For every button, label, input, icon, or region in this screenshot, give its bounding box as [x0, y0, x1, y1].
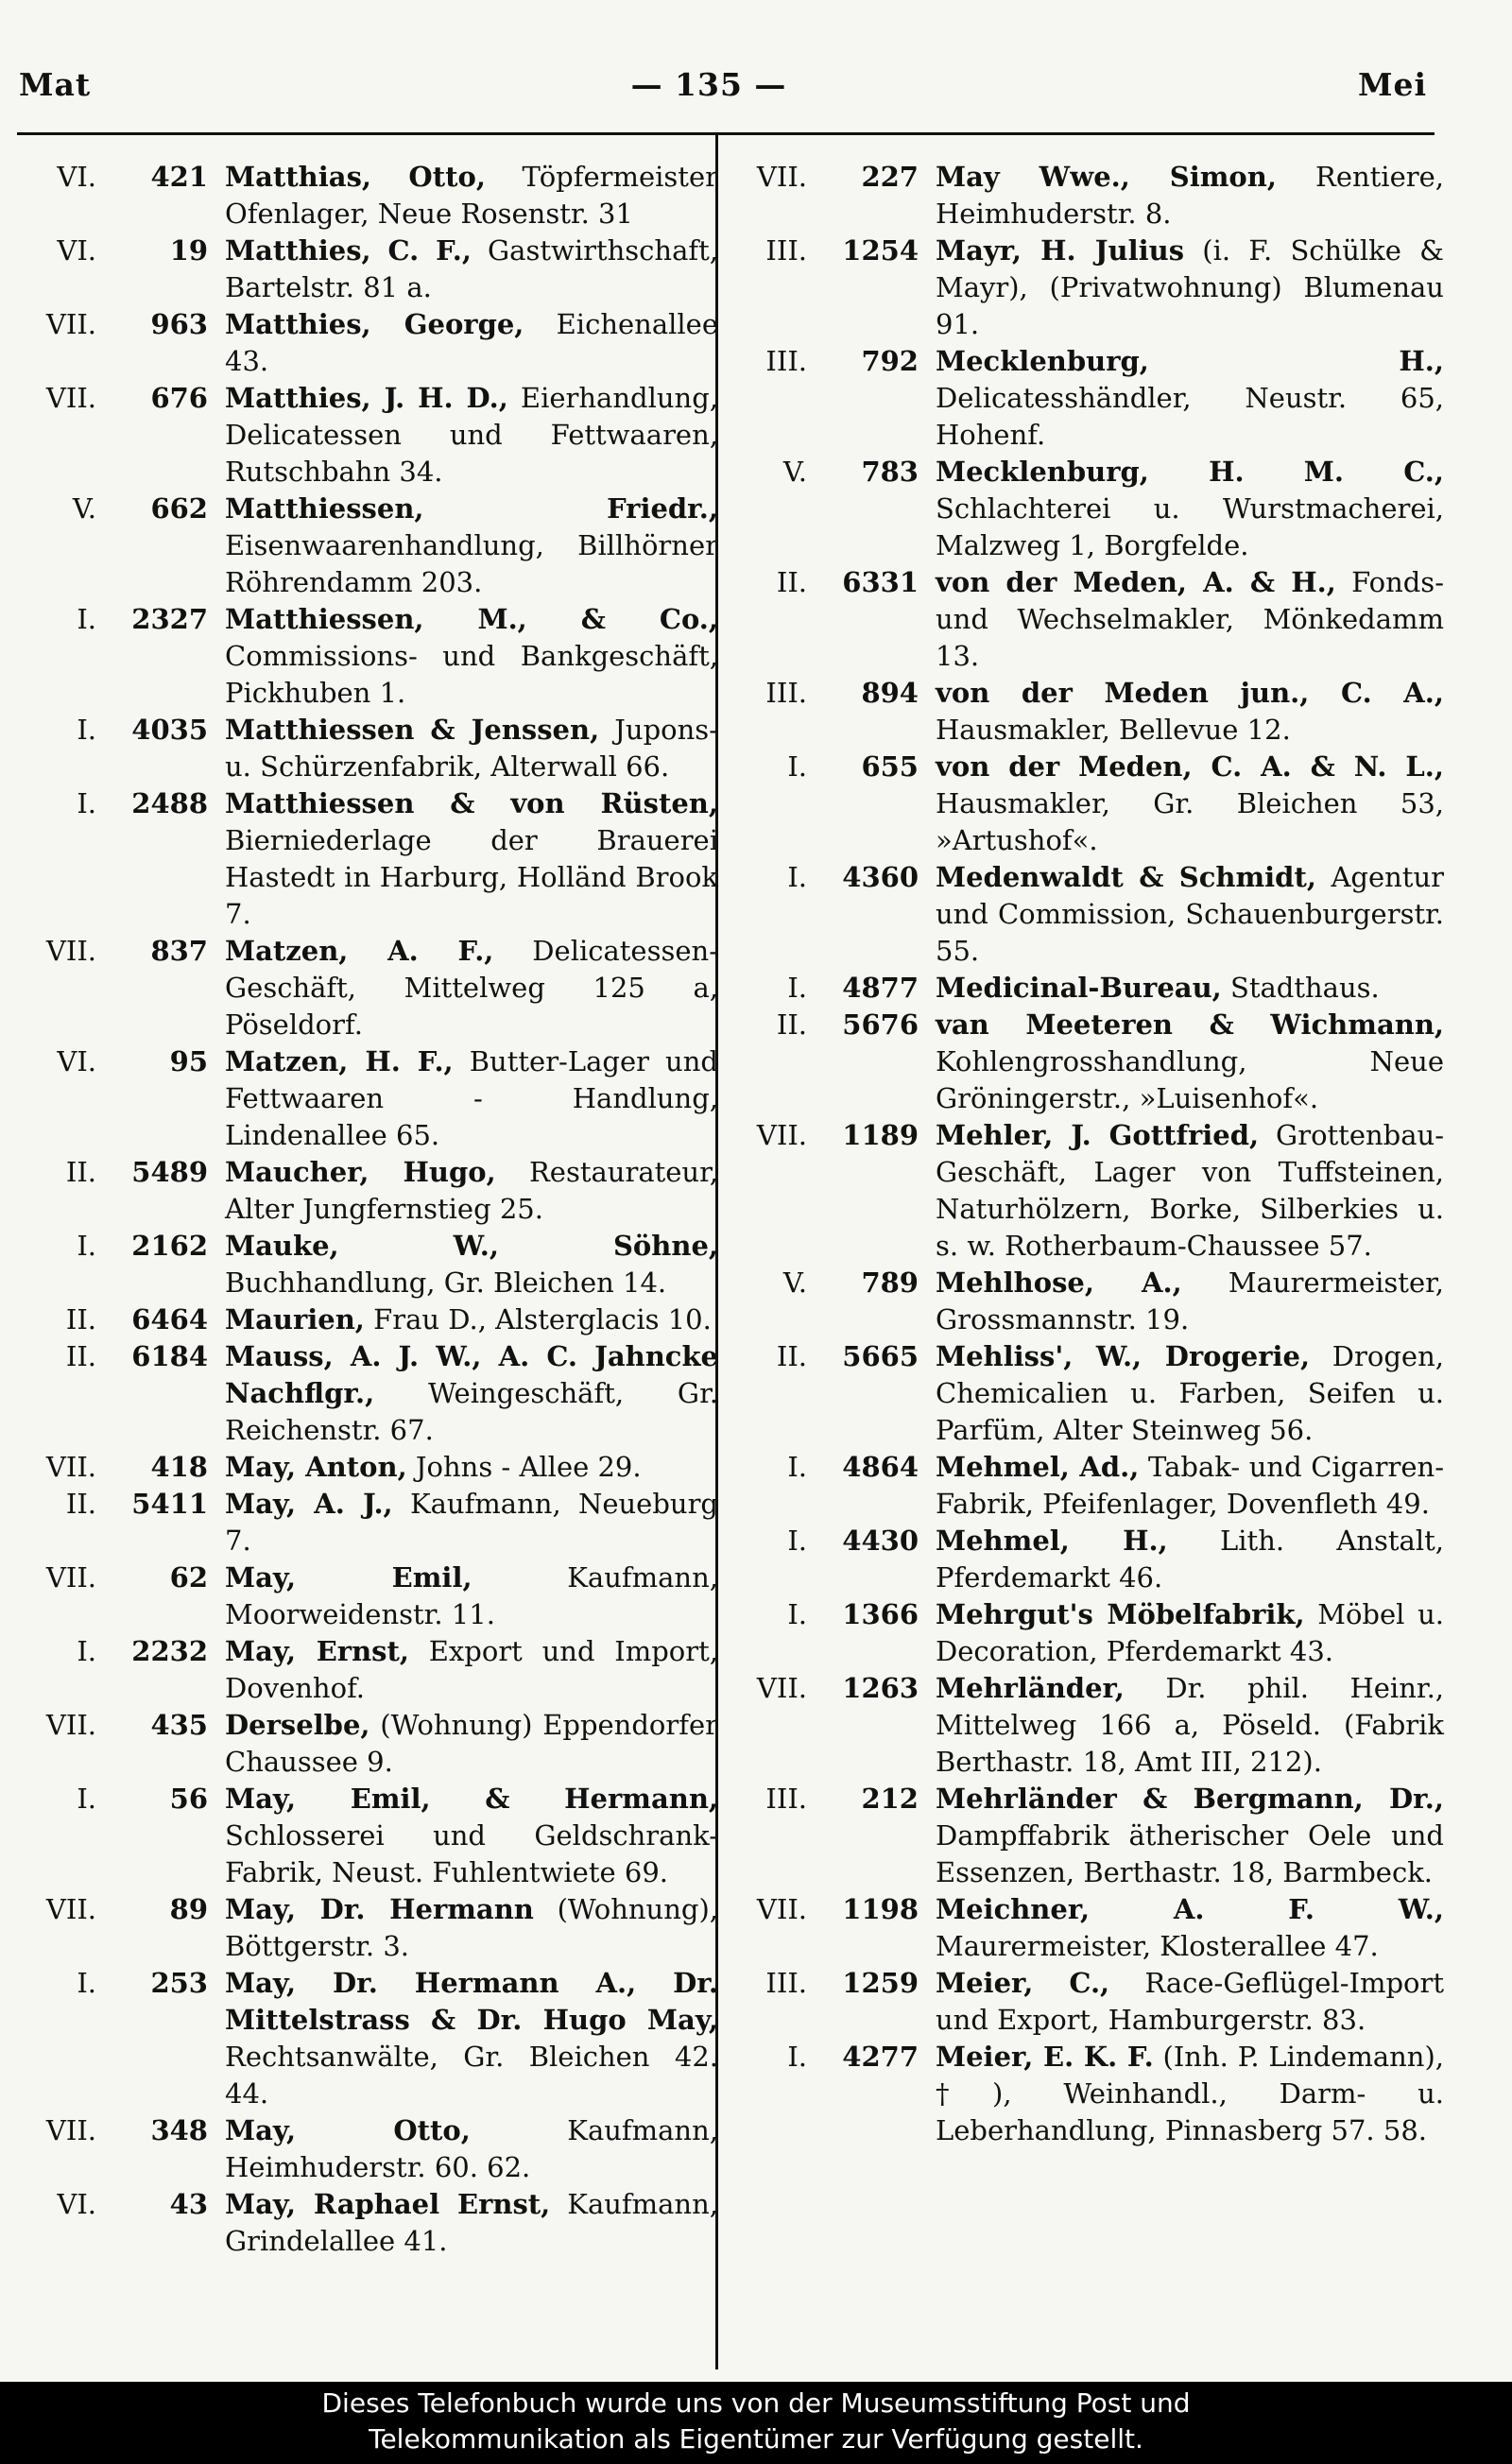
directory-entry [19, 1891, 718, 1965]
entry-phone-number: 4035 [131, 714, 208, 746]
directory-entry [730, 1449, 1444, 1523]
entry-district: VII. [756, 161, 807, 193]
entry-name: May, Emil, [225, 1561, 472, 1594]
entry-phone-number: 789 [861, 1266, 919, 1299]
entry-district: I. [77, 603, 96, 635]
directory-entry [730, 343, 1444, 454]
entry-name: May, A. J., [225, 1488, 393, 1520]
directory-entry [730, 859, 1444, 970]
entry-district: VII. [756, 1672, 807, 1704]
entry-district: VII. [45, 935, 96, 967]
entry-details: Restaurateur, Alter Jungfernstieg 25. [225, 1156, 718, 1225]
entry-text [919, 1596, 1444, 1670]
entry-text [919, 1523, 1444, 1596]
entry-details: Eichenallee 43. [225, 308, 718, 377]
entry-details: Butter-Lager und Fettwaaren - Handlung, Lindenallee 65. [225, 1045, 718, 1151]
entry-details: Kohlengrosshandlung, Neue Gröningerstr., »Luisenhof«. [936, 1045, 1444, 1114]
entry-phone-number: 783 [861, 456, 919, 488]
entry-text [208, 1965, 718, 2112]
entry-phone-number: 662 [150, 492, 208, 525]
directory-entry [730, 1965, 1444, 2039]
entry-details: Fonds- und Wechselmakler, Mönkedamm 13. [936, 566, 1444, 672]
entry-district: VII. [45, 1451, 96, 1483]
entry-details: Drogen, Chemicalien u. Farben, Seifen u. Parfüm, Alter Steinweg 56. [936, 1340, 1444, 1446]
entry-text [919, 749, 1444, 859]
entry-name: May, Dr. Hermann [225, 1893, 534, 1925]
entry-text [208, 2186, 718, 2260]
right-column [730, 159, 1444, 2149]
directory-entry [19, 2112, 718, 2186]
entry-district: I. [77, 1635, 96, 1667]
entry-text [208, 1891, 718, 1965]
left-column [19, 159, 718, 2260]
entry-name: Matthies, George, [225, 308, 524, 340]
entry-district: III. [765, 345, 807, 377]
directory-entry [730, 1117, 1444, 1265]
entry-name: von der Meden, A. & H., [936, 566, 1336, 598]
entry-district: VII. [45, 2114, 96, 2146]
entry-phone-number: 792 [861, 345, 919, 377]
entry-district: VI. [57, 1045, 96, 1077]
entry-details: Töpfermeister Ofenlager, Neue Rosenstr. 31 [225, 161, 718, 230]
entry-name: Mayr, H. Julius [936, 234, 1185, 267]
entry-district: V. [782, 1266, 807, 1299]
directory-entry [730, 675, 1444, 749]
entry-name: May, Emil, & Hermann, [225, 1783, 718, 1815]
entry-details: Stadthaus. [1221, 972, 1380, 1004]
entry-district: II. [65, 1488, 96, 1520]
entry-details: Kaufmann, Neueburg 7. [225, 1488, 718, 1557]
entry-phone-number: 2488 [131, 787, 208, 819]
entry-phone-number: 655 [861, 750, 919, 783]
entry-details: Agentur und Commission, Schauenburgerstr. 55. [936, 861, 1444, 967]
entry-text [208, 491, 718, 601]
entry-phone-number: 5489 [131, 1156, 208, 1188]
directory-entry [730, 1338, 1444, 1449]
entry-text [919, 1965, 1444, 2039]
entry-district: I. [787, 1598, 807, 1630]
directory-entry [730, 159, 1444, 233]
entry-text [208, 233, 718, 306]
directory-entry [19, 233, 718, 306]
entry-name: Matthiessen, M., & Co., [225, 603, 718, 635]
directory-entry [19, 1781, 718, 1891]
entry-text [208, 1301, 718, 1338]
entry-text [208, 380, 718, 491]
directory-entry [19, 2186, 718, 2260]
entry-name: Mauss, A. J. W., A. C. Jahncke Nachflgr., [225, 1340, 718, 1409]
entry-district: II. [65, 1340, 96, 1372]
entry-district: I. [787, 750, 807, 783]
entry-name: Matthiessen & Jenssen, [225, 714, 600, 746]
directory-entry [19, 159, 718, 233]
directory-entry [19, 1338, 718, 1449]
entry-details: Weingeschäft, Gr. Reichenstr. 67. [225, 1377, 718, 1446]
entry-details: Export und Import, Dovenhof. [225, 1635, 718, 1704]
entry-name: Matthiessen & von Rüsten, [225, 787, 718, 819]
entry-name: Matzen, A. F., [225, 935, 494, 967]
entry-phone-number: 6184 [131, 1340, 208, 1372]
entry-district: I. [787, 861, 807, 893]
entry-phone-number: 2232 [131, 1635, 208, 1667]
entry-text [919, 1007, 1444, 1117]
entry-name: Mehlhose, A., [936, 1266, 1182, 1299]
entry-district: I. [77, 714, 96, 746]
entry-text [919, 159, 1444, 233]
entry-phone-number: 43 [169, 2188, 208, 2220]
entry-details: (Wohnung), Böttgerstr. 3. [225, 1893, 719, 1962]
entry-text [208, 1449, 718, 1486]
entry-district: V. [782, 456, 807, 488]
entry-name: Mecklenburg, H., [936, 345, 1444, 377]
entry-phone-number: 4277 [842, 2041, 919, 2073]
entry-name: Meier, E. K. F. [936, 2041, 1154, 2073]
entry-text [919, 2039, 1444, 2149]
directory-entry [730, 1523, 1444, 1596]
directory-entry [730, 1891, 1444, 1965]
entry-district: VII. [45, 1561, 96, 1594]
entry-details: Tabak- und Cigarren-Fabrik, Pfeifenlager, Dovenfleth 49. [936, 1451, 1444, 1520]
entry-details: (Wohnung) Eppendorfer Chaussee 9. [225, 1709, 718, 1778]
entry-details: Maurermeister, Grossmannstr. 19. [936, 1266, 1445, 1335]
entry-text [208, 159, 718, 233]
entry-name: Matthies, C. F., [225, 234, 472, 267]
directory-entry [730, 1670, 1444, 1781]
entry-name: Mauke, W., Söhne, [225, 1230, 718, 1262]
entry-phone-number: 676 [150, 382, 208, 414]
directory-entry [730, 1596, 1444, 1670]
directory-entry [19, 1486, 718, 1559]
entry-text [208, 712, 718, 785]
directory-entry [19, 1043, 718, 1154]
entry-name: May, Raphael Ernst, [225, 2188, 551, 2220]
entry-phone-number: 1259 [842, 1967, 919, 1999]
entry-phone-number: 1189 [842, 1119, 919, 1151]
entry-district: III. [765, 677, 807, 709]
entry-name: Derselbe, [225, 1709, 370, 1741]
entry-text [919, 233, 1444, 343]
directory-entry [730, 2039, 1444, 2149]
entry-phone-number: 894 [861, 677, 919, 709]
directory-entry [19, 1559, 718, 1633]
entry-name: Meier, C., [936, 1967, 1110, 1999]
entry-details: Johns - Allee 29. [406, 1451, 642, 1483]
entry-phone-number: 89 [169, 1893, 208, 1925]
entry-text [919, 454, 1444, 564]
entry-district: II. [65, 1156, 96, 1188]
entry-details: Kaufmann, Grindelallee 41. [225, 2188, 719, 2257]
entry-name: May, Anton, [225, 1451, 407, 1483]
entry-district: VII. [45, 382, 96, 414]
entry-phone-number: 1198 [842, 1893, 919, 1925]
entry-phone-number: 5411 [131, 1488, 208, 1520]
entry-name: Mehmel, H., [936, 1525, 1168, 1557]
entry-text [208, 1707, 718, 1781]
footer-line-2: Telekommunikation als Eigentümer zur Verfügung gestellt. [369, 2423, 1143, 2455]
entry-phone-number: 837 [150, 935, 208, 967]
entry-text [208, 1633, 718, 1707]
entry-name: Maurien, [225, 1303, 365, 1335]
entry-text [919, 1265, 1444, 1338]
entry-text [208, 1043, 718, 1154]
entry-phone-number: 56 [169, 1783, 208, 1815]
entry-name: Matthies, J. H. D., [225, 382, 508, 414]
entry-phone-number: 435 [150, 1709, 208, 1741]
entry-district: III. [765, 1967, 807, 1999]
entry-details: Buchhandlung, Gr. Bleichen 14. [225, 1266, 667, 1299]
footer-notice [0, 2382, 1512, 2464]
entry-text [919, 1670, 1444, 1781]
entry-phone-number: 348 [150, 2114, 208, 2146]
directory-entry [19, 1449, 718, 1486]
entry-name: Mehrgut's Möbelfabrik, [936, 1598, 1305, 1630]
entry-details: Eisenwaarenhandlung, Billhörner Röhrendamm 203. [225, 529, 718, 598]
entry-details: Lith. Anstalt, Pferdemarkt 46. [936, 1525, 1444, 1594]
entry-phone-number: 212 [861, 1783, 919, 1815]
entry-details: Gastwirthschaft, Bartelstr. 81 a. [225, 234, 718, 303]
directory-entry [19, 933, 718, 1043]
directory-entry [19, 601, 718, 712]
entry-phone-number: 5665 [842, 1340, 919, 1372]
entry-text [919, 970, 1444, 1007]
entry-phone-number: 1263 [842, 1672, 919, 1704]
entry-details: Dr. phil. Heinr., Mittelweg 166 a, Pöseld. (Fabrik Berthastr. 18, Amt III, 212). [936, 1672, 1444, 1778]
entry-district: I. [787, 2041, 807, 2073]
entry-details: Rentiere, Heimhuderstr. 8. [936, 161, 1444, 230]
entry-details: Maurermeister, Klosterallee 47. [936, 1930, 1379, 1962]
entry-details: Hausmakler, Bellevue 12. [936, 714, 1291, 746]
entry-details: Kaufmann, Moorweidenstr. 11. [225, 1561, 718, 1630]
entry-text [208, 1486, 718, 1559]
entry-phone-number: 6464 [131, 1303, 208, 1335]
entry-phone-number: 5676 [842, 1008, 919, 1041]
entry-district: I. [77, 1783, 96, 1815]
directory-entry [19, 491, 718, 601]
entry-name: Medenwaldt & Schmidt, [936, 861, 1316, 893]
entry-district: III. [765, 234, 807, 267]
entry-district: I. [787, 1525, 807, 1557]
entry-phone-number: 418 [150, 1451, 208, 1483]
entry-phone-number: 1254 [842, 234, 919, 267]
entry-district: II. [776, 1008, 807, 1041]
entry-text [208, 1781, 718, 1891]
entry-details: Eierhandlung, Delicatessen und Fettwaaren, Rutschbahn 34. [225, 382, 718, 488]
entry-text [919, 564, 1444, 675]
entry-text [919, 1891, 1444, 1965]
entry-details: Grottenbau-Geschäft, Lager von Tuffsteinen, Naturhölzern, Borke, Silberkies u. s. w. Rotherbaum-Chaussee 57. [936, 1119, 1445, 1262]
directory-entry [19, 1965, 718, 2112]
entry-details: Hausmakler, Gr. Bleichen 53, »Artushof«. [936, 787, 1444, 856]
entry-district: VI. [57, 2188, 96, 2220]
entry-district: VII. [45, 1893, 96, 1925]
entry-district: V. [72, 492, 96, 525]
directory-entry [19, 785, 718, 933]
entry-district: I. [787, 972, 807, 1004]
entry-name: von der Meden, C. A. & N. L., [936, 750, 1444, 783]
entry-name: May Wwe., Simon, [936, 161, 1277, 193]
directory-entry [19, 1301, 718, 1338]
entry-name: May, Ernst, [225, 1635, 409, 1667]
entry-phone-number: 6331 [842, 566, 919, 598]
entry-district: VII. [756, 1119, 807, 1151]
entry-phone-number: 19 [169, 234, 208, 267]
entry-phone-number: 2327 [131, 603, 208, 635]
entry-name: Maucher, Hugo, [225, 1156, 496, 1188]
entry-district: VI. [57, 161, 96, 193]
directory-entry [19, 712, 718, 785]
header-left-keyword: Mat [19, 66, 92, 103]
entry-phone-number: 963 [150, 308, 208, 340]
entry-text [208, 1338, 718, 1449]
entry-name: Meichner, A. F. W., [936, 1893, 1444, 1925]
entry-details: Frau D., Alsterglacis 10. [364, 1303, 712, 1335]
page-number: — 135 — [630, 66, 787, 103]
entry-phone-number: 4877 [842, 972, 919, 1004]
directory-entry [730, 1781, 1444, 1891]
entry-name: Medicinal-Bureau, [936, 972, 1222, 1004]
entry-phone-number: 4430 [842, 1525, 919, 1557]
entry-text [919, 1338, 1444, 1449]
entry-name: Mecklenburg, H. M. C., [936, 456, 1444, 488]
entry-text [208, 2112, 718, 2186]
entry-text [919, 1449, 1444, 1523]
entry-text [919, 1117, 1444, 1265]
entry-details: Schlosserei und Geldschrank-Fabrik, Neust. Fuhlentwiete 69. [225, 1819, 718, 1888]
entry-name: May, Otto, [225, 2114, 471, 2146]
header-right-keyword: Mei [1357, 66, 1427, 103]
directory-entry [19, 1633, 718, 1707]
entry-name: Mehrländer, [936, 1672, 1125, 1704]
entry-text [208, 1154, 718, 1228]
entry-district: I. [787, 1451, 807, 1483]
entry-name: Mehler, J. Gottfried, [936, 1119, 1260, 1151]
directory-entry [19, 1154, 718, 1228]
entry-phone-number: 253 [150, 1967, 208, 1999]
entry-details: Race-Geflügel-Import und Export, Hamburgerstr. 83. [936, 1967, 1444, 2036]
entry-district: II. [65, 1303, 96, 1335]
entry-district: I. [77, 787, 96, 819]
directory-entry [730, 454, 1444, 564]
entry-text [208, 601, 718, 712]
entry-details: Delicatessen-Geschäft, Mittelweg 125 a, Pöseldorf. [225, 935, 718, 1041]
directory-entry [730, 970, 1444, 1007]
entry-district: II. [776, 566, 807, 598]
entry-phone-number: 421 [150, 161, 208, 193]
entry-details: (Inh. P. Lindemann), †), Weinhandl., Darm- u. Leberhandlung, Pinnasberg 57. 58. [936, 2041, 1444, 2146]
entry-district: III. [765, 1783, 807, 1815]
entry-phone-number: 95 [169, 1045, 208, 1077]
entry-details: Kaufmann, Heimhuderstr. 60. 62. [225, 2114, 718, 2183]
entry-details: Möbel u. Decoration, Pferdemarkt 43. [936, 1598, 1444, 1667]
entry-text [919, 859, 1444, 970]
entry-district: I. [77, 1967, 96, 1999]
entry-district: VII. [45, 1709, 96, 1741]
directory-entry [730, 233, 1444, 343]
entry-text [208, 785, 718, 933]
entry-phone-number: 227 [861, 161, 919, 193]
entry-district: VII. [45, 308, 96, 340]
entry-name: van Meeteren & Wichmann, [936, 1008, 1444, 1041]
entry-details: Jupons- u. Schürzenfabrik, Alterwall 66. [225, 714, 718, 783]
entry-district: VI. [57, 234, 96, 267]
entry-details: Bierniederlage der Brauerei Hastedt in Harburg, Holländ Brook 7. [225, 824, 718, 930]
entry-district: I. [77, 1230, 96, 1262]
directory-entry [730, 1265, 1444, 1338]
entry-phone-number: 2162 [131, 1230, 208, 1262]
directory-entry [19, 306, 718, 380]
directory-entry [730, 749, 1444, 859]
directory-entry [730, 564, 1444, 675]
entry-details: Commissions- und Bankgeschäft, Pickhuben 1. [225, 640, 718, 709]
entry-name: Mehrländer & Bergmann, Dr., [936, 1783, 1444, 1815]
entry-phone-number: 4864 [842, 1451, 919, 1483]
entry-details: Schlachterei u. Wurstmacherei, Malzweg 1, Borgfelde. [936, 492, 1444, 561]
header-rule [17, 132, 1435, 135]
entry-name: Matthiessen, Friedr., [225, 492, 718, 525]
entry-details: Dampffabrik ätherischer Oele und Essenzen, Berthastr. 18, Barmbeck. [936, 1819, 1444, 1888]
entry-name: Mehliss', W., Drogerie, [936, 1340, 1311, 1372]
entry-details: (i. F. Schülke & Mayr), (Privatwohnung) Blumenau 91. [936, 234, 1444, 340]
entry-text [919, 1781, 1444, 1891]
entry-details: Delicatesshändler, Neustr. 65, Hohenf. [936, 382, 1444, 451]
entry-name: Matthias, Otto, [225, 161, 486, 193]
entry-text [919, 343, 1444, 454]
directory-entry [19, 380, 718, 491]
entry-details: Rechtsanwälte, Gr. Bleichen 42. 44. [225, 2041, 718, 2110]
entry-text [208, 306, 718, 380]
entry-name: Mehmel, Ad., [936, 1451, 1140, 1483]
entry-phone-number: 62 [169, 1561, 208, 1594]
entry-district: VII. [756, 1893, 807, 1925]
directory-entry [730, 1007, 1444, 1117]
entry-phone-number: 1366 [842, 1598, 919, 1630]
entry-text [208, 933, 718, 1043]
entry-text [208, 1559, 718, 1633]
entry-phone-number: 4360 [842, 861, 919, 893]
entry-name: May, Dr. Hermann A., Dr. Mittelstrass & Dr. Hugo May, [225, 1967, 718, 2036]
entry-text [208, 1228, 718, 1301]
directory-entry [19, 1228, 718, 1301]
footer-line-1: Dieses Telefonbuch wurde uns von der Museumsstiftung Post und [321, 2387, 1191, 2419]
entry-text [919, 675, 1444, 749]
directory-entry [19, 1707, 718, 1781]
entry-name: Matzen, H. F., [225, 1045, 454, 1077]
entry-name: von der Meden jun., C. A., [936, 677, 1444, 709]
entry-district: II. [776, 1340, 807, 1372]
